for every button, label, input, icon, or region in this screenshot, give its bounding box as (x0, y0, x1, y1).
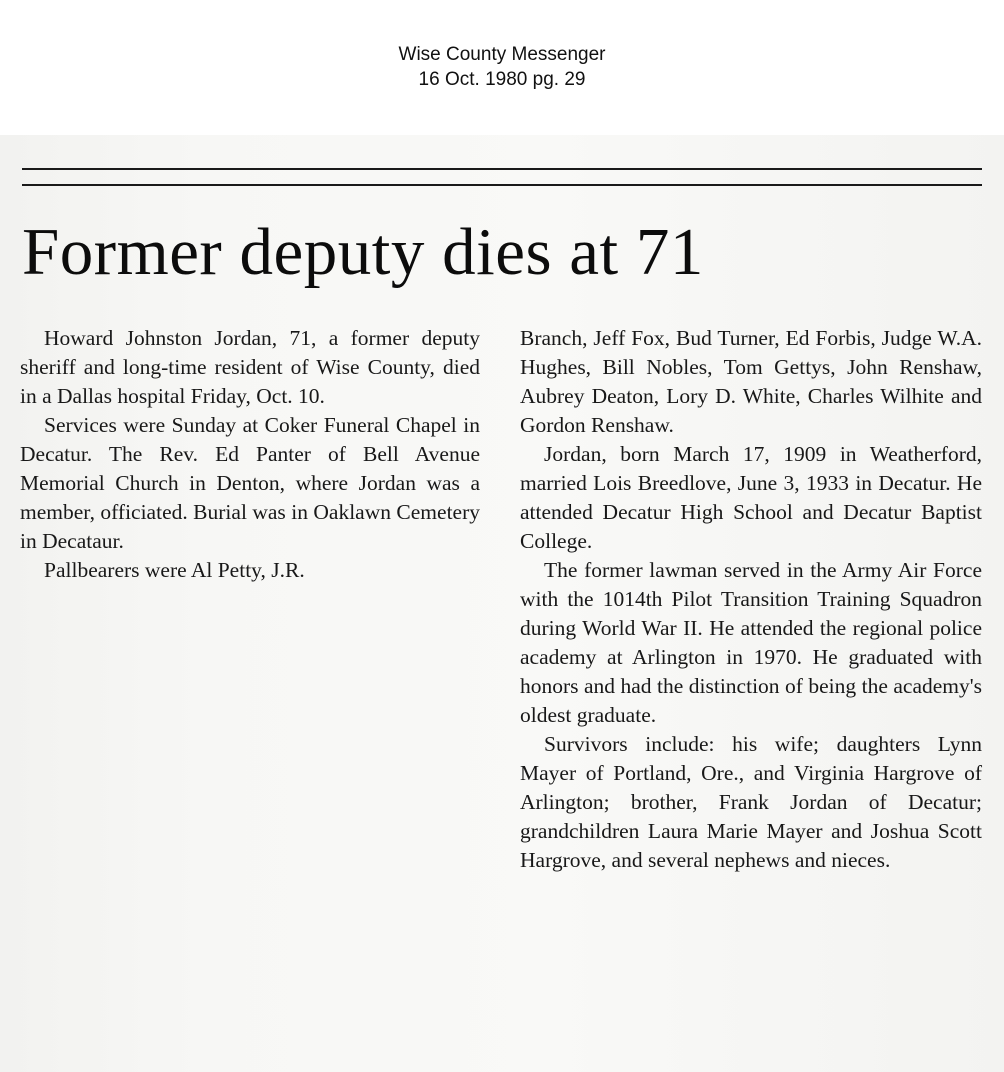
paragraph: Branch, Jeff Fox, Bud Turner, Ed Forbis, Judge W.A. Hughes, Bill Nobles, Tom Gettys, John Renshaw, Aubrey Deaton, Lory D. White, Charles Wilhite and Gordon Renshaw. (520, 326, 982, 437)
top-rule (22, 168, 982, 170)
paragraph: Jordan, born March 17, 1909 in Weatherford, married Lois Breedlove, June 3, 1933 in Decatur. He attended Decatur High School and Decatur Baptist College. (520, 442, 982, 553)
article-column-left (20, 324, 480, 585)
bottom-rule (22, 184, 982, 186)
paragraph: Howard Johnston Jordan, 71, a former deputy sheriff and long-time resident of Wise County, died in a Dallas hospital Friday, Oct. 10. (20, 326, 480, 408)
article-headline: Former deputy dies at 71 (22, 215, 704, 289)
paragraph: Services were Sunday at Coker Funeral Chapel in Decatur. The Rev. Ed Panter of Bell Avenue Memorial Church in Denton, where Jordan was a member, officiated. Burial was in Oaklawn Cemetery in Decataur. (20, 413, 480, 553)
paragraph: Survivors include: his wife; daughters Lynn Mayer of Portland, Ore., and Virginia Hargrove of Arlington; brother, Frank Jordan of Decatur; grandchildren Laura Marie Mayer and Joshua Scott Hargrove, and several nephews and nieces. (520, 732, 982, 872)
source-caption (0, 42, 1004, 92)
publication-name: Wise County Messenger (398, 44, 606, 65)
paragraph: Pallbearers were Al Petty, J.R. (44, 558, 305, 582)
article-column-right (520, 324, 982, 875)
publication-date-page: 16 Oct. 1980 pg. 29 (418, 69, 586, 90)
paragraph: The former lawman served in the Army Air Force with the 1014th Pilot Transition Training Squadron during World War II. He attended the regional police academy at Arlington in 1970. He graduated with honors and had the distinction of being the academy's oldest graduate. (520, 558, 982, 727)
